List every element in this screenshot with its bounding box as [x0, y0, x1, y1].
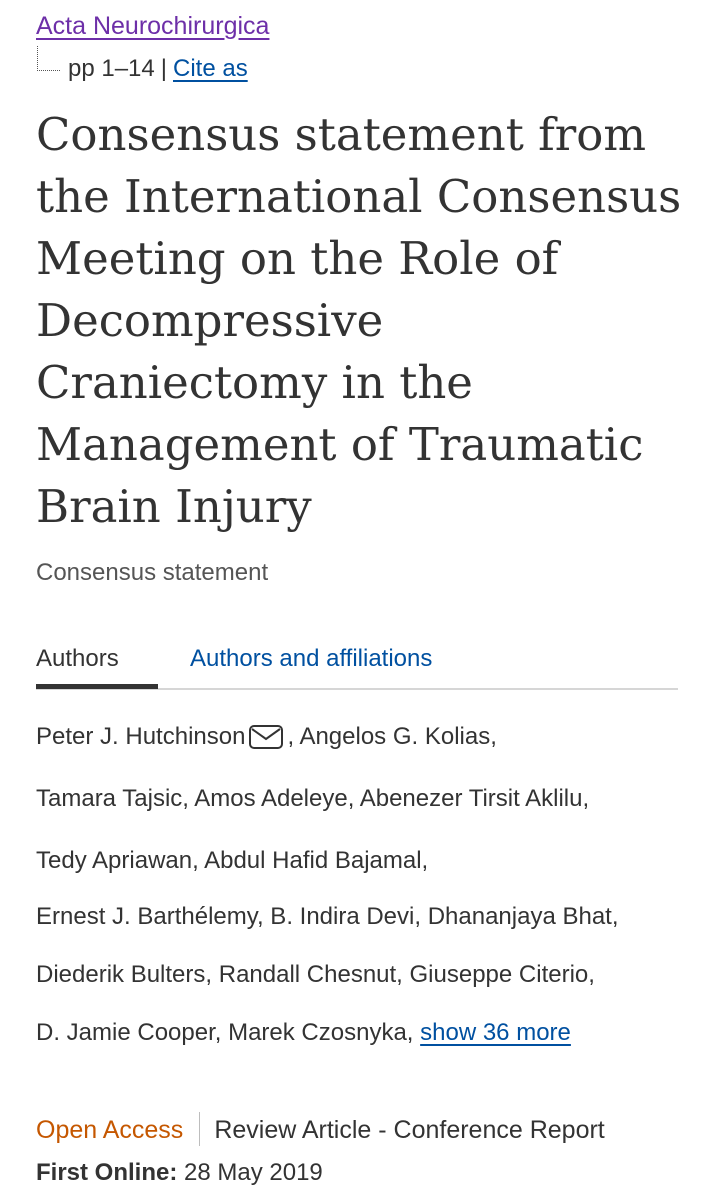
envelope-icon[interactable] — [249, 725, 283, 749]
article-title: Consensus statement from the International Consensus Meeting on the Role of Decompressive Craniectomy in the Management of Traumatic Brain Injury — [36, 108, 682, 533]
open-access-label: Open Access — [36, 1116, 184, 1144]
tab-authors-and-affiliations[interactable]: Authors and affiliations — [190, 645, 433, 672]
active-tab-indicator — [36, 684, 158, 689]
tree-connector — [37, 46, 60, 71]
author-line-4: Ernest J. Barthélemy, B. Indira Devi, Dhananjaya Bhat, — [36, 903, 619, 930]
author-list-text: D. Jamie Cooper, Marek Czosnyka, — [36, 1019, 421, 1046]
show-more-authors-link[interactable]: show 36 more — [420, 1019, 571, 1046]
first-online-label: First Online: — [36, 1159, 178, 1186]
first-online — [36, 1156, 323, 1190]
author-line-5: Diederik Bulters, Randall Chesnut, Giuseppe Citerio, — [36, 961, 595, 988]
first-online-date: 28 May 2019 — [184, 1159, 323, 1186]
author-line-3: Tedy Apriawan, Abdul Hafid Bajamal, — [36, 847, 429, 874]
divider — [199, 1112, 200, 1146]
article-kind: Review Article - Conference Report — [214, 1116, 605, 1144]
journal-link[interactable]: Acta Neurochirurgica — [36, 12, 270, 40]
author-line-6 — [36, 1016, 571, 1050]
author-line-1 — [36, 720, 497, 754]
article-type: Consensus statement — [36, 559, 269, 586]
author-tabs — [36, 636, 678, 690]
separator: | — [160, 55, 167, 82]
author-line-2: Tamara Tajsic, Amos Adeleye, Abenezer Tirsit Aklilu, — [36, 785, 590, 812]
author-list-text: , Angelos G. Kolias, — [287, 723, 497, 750]
cite-as-link[interactable]: Cite as — [173, 55, 248, 82]
article-meta — [36, 1112, 605, 1148]
page-range: pp 1–14 — [68, 55, 155, 82]
first-author[interactable]: Peter J. Hutchinson — [36, 723, 246, 750]
tab-authors[interactable]: Authors — [36, 645, 119, 672]
pages-line — [68, 52, 248, 86]
